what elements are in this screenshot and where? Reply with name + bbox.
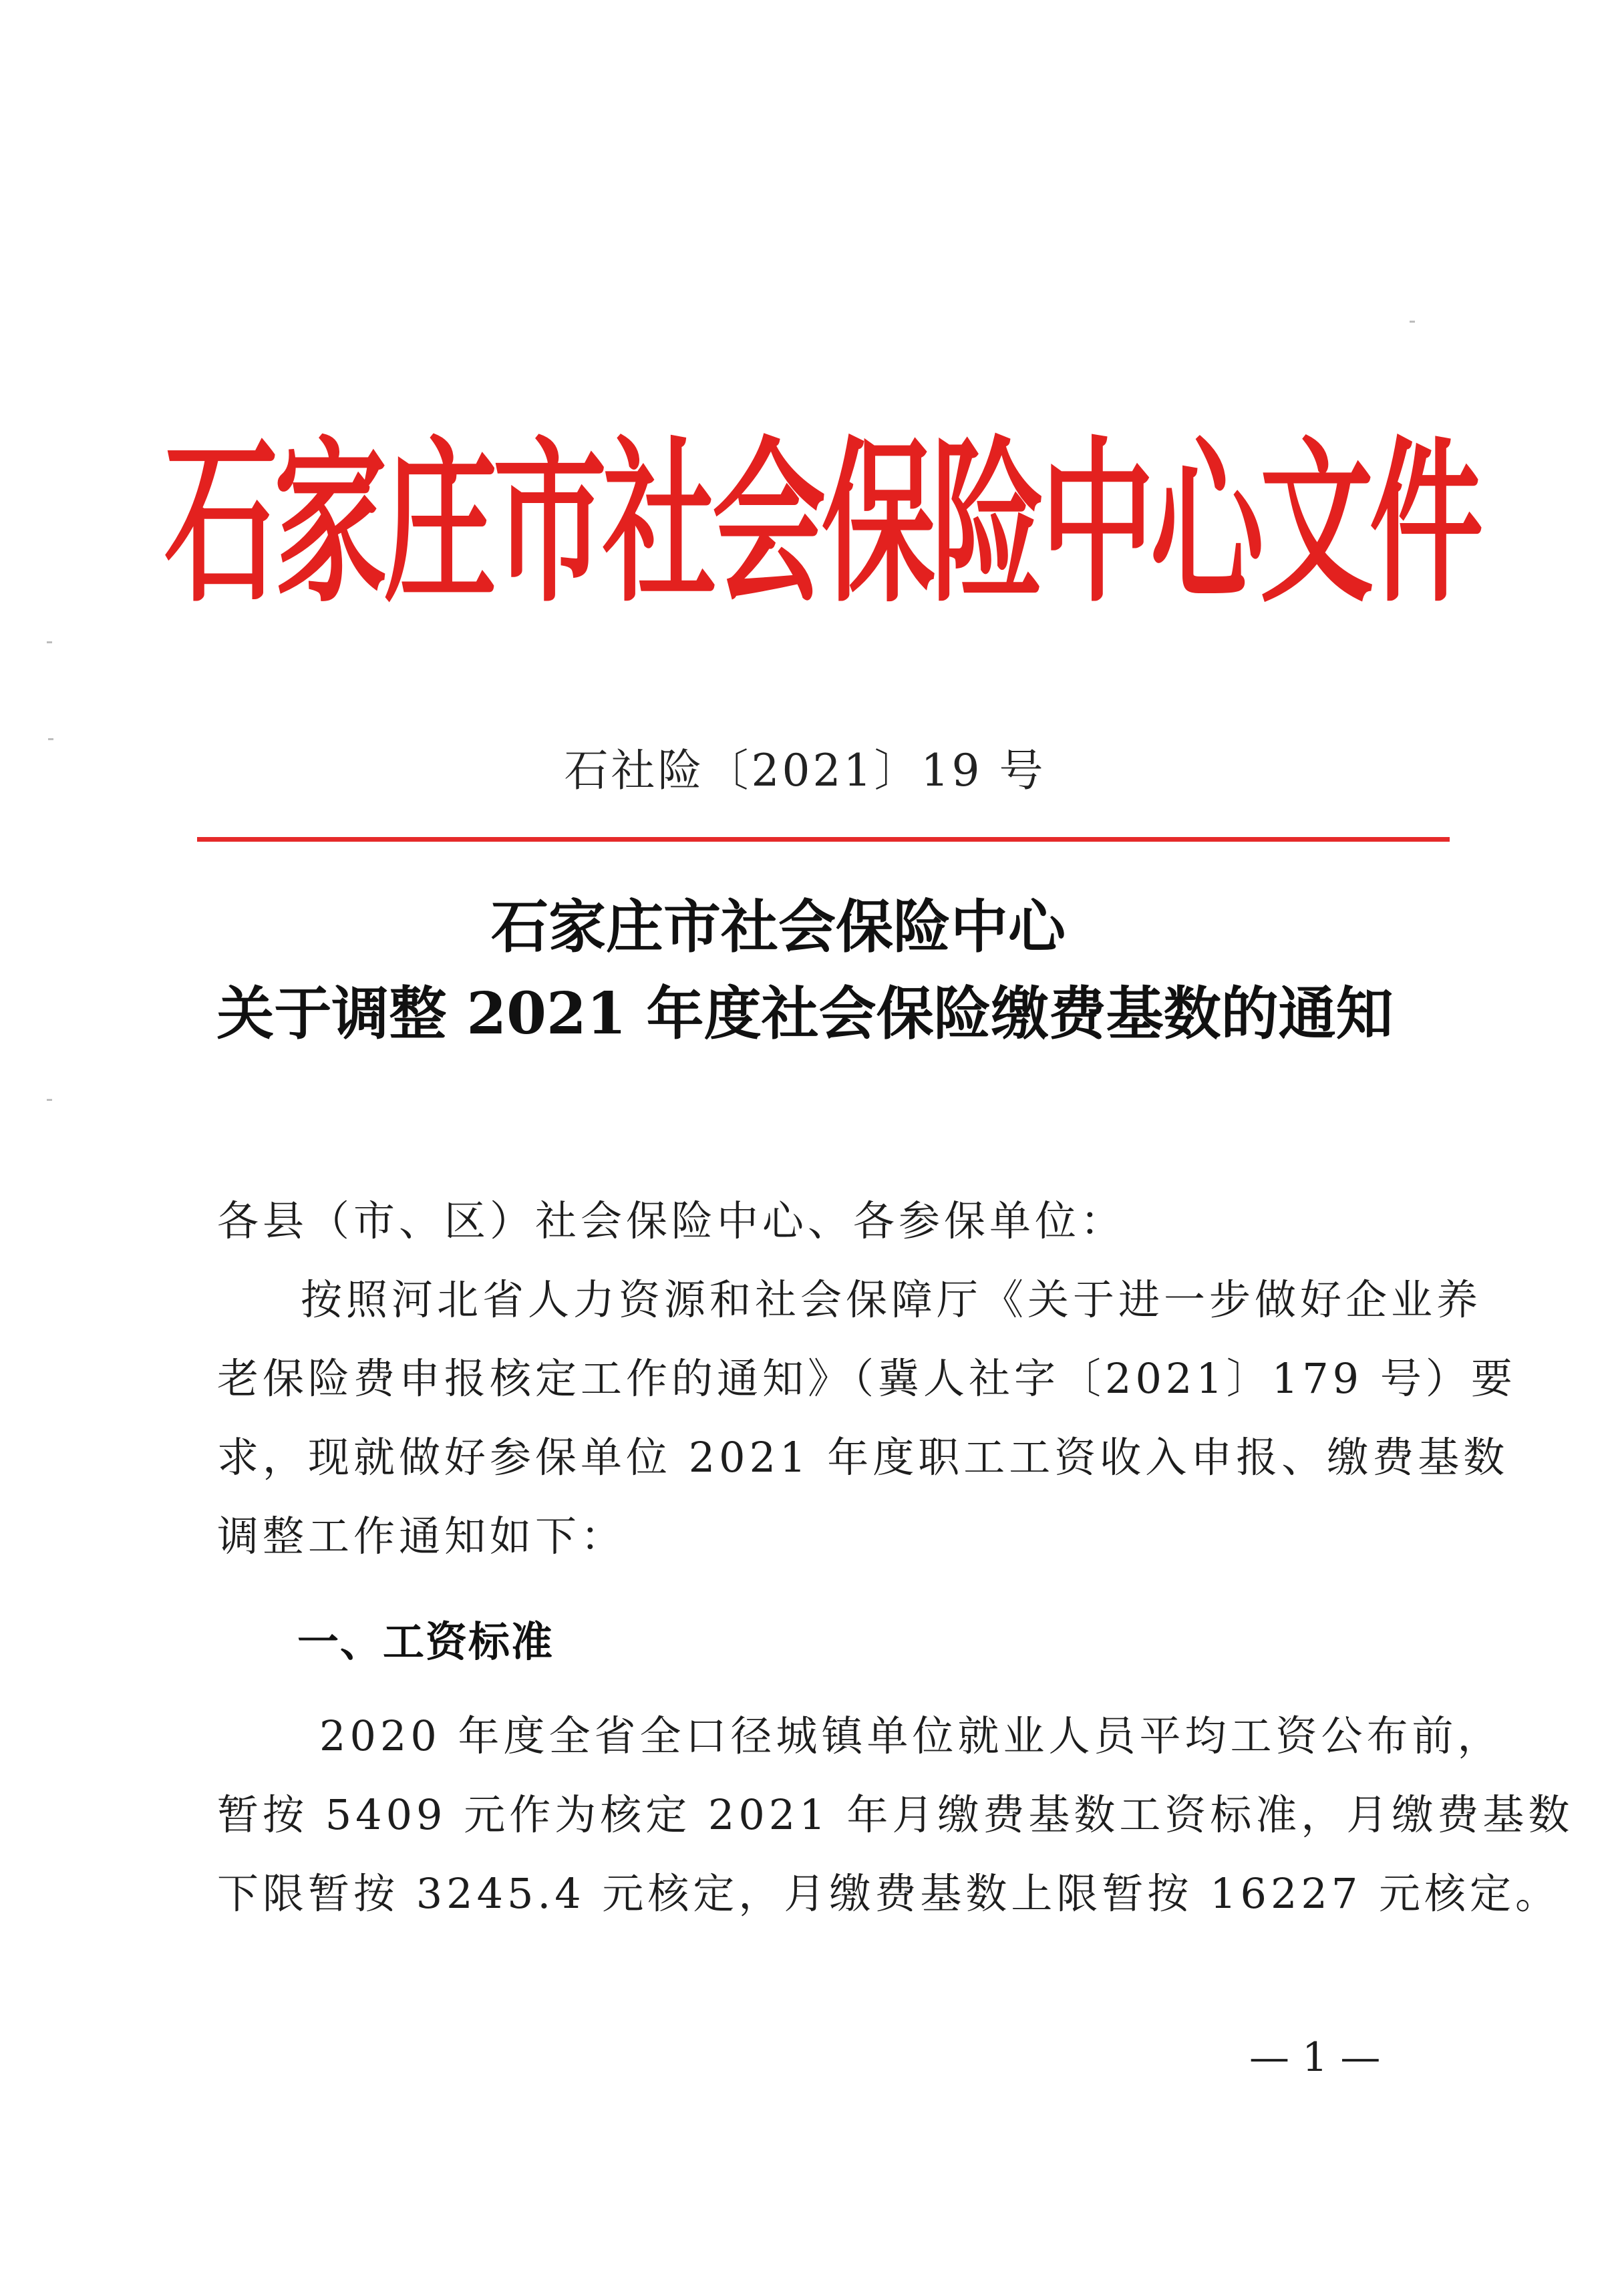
notice-title-line-1: 石家庄市社会保险中心 — [491, 893, 1066, 961]
salutation: 各县（市、区）社会保险中心、各参保单位： — [217, 1196, 1126, 1245]
section-1-line-2: 暂按 5409 元作为核定 2021 年月缴费基数工资标准，月缴费基数 — [217, 1790, 1574, 1839]
section-1-line-1: 2020 年度全省全口径城镇单位就业人员平均工资公布前， — [319, 1711, 1503, 1760]
intro-line-2: 老保险费申报核定工作的通知》（冀人社字〔2021〕179 号）要 — [217, 1354, 1516, 1403]
red-divider-rule — [197, 837, 1450, 842]
scan-speck — [1410, 321, 1415, 323]
intro-line-4: 调整工作通知如下： — [217, 1512, 627, 1561]
document-number: 石社险〔2021〕19 号 — [564, 745, 1046, 796]
document-header-title: 石家庄市社会保险中心文件 — [164, 422, 1480, 627]
scan-speck — [47, 1099, 52, 1101]
section-1-line-3: 下限暂按 3245.4 元核定，月缴费基数上限暂按 16227 元核定。 — [217, 1869, 1561, 1918]
scan-speck — [47, 641, 52, 643]
page-number: — 1 — — [1249, 2034, 1381, 2081]
notice-title-line-2: 关于调整 2021 年度社会保险缴费基数的通知 — [216, 980, 1394, 1047]
section-1-heading: 一、工资标准 — [297, 1617, 554, 1666]
intro-line-1: 按照河北省人力资源和社会保障厅《关于进一步做好企业养 — [301, 1275, 1482, 1324]
scan-speck — [48, 738, 53, 740]
intro-line-3: 求，现就做好参保单位 2021 年度职工工资收入申报、缴费基数 — [217, 1433, 1509, 1482]
